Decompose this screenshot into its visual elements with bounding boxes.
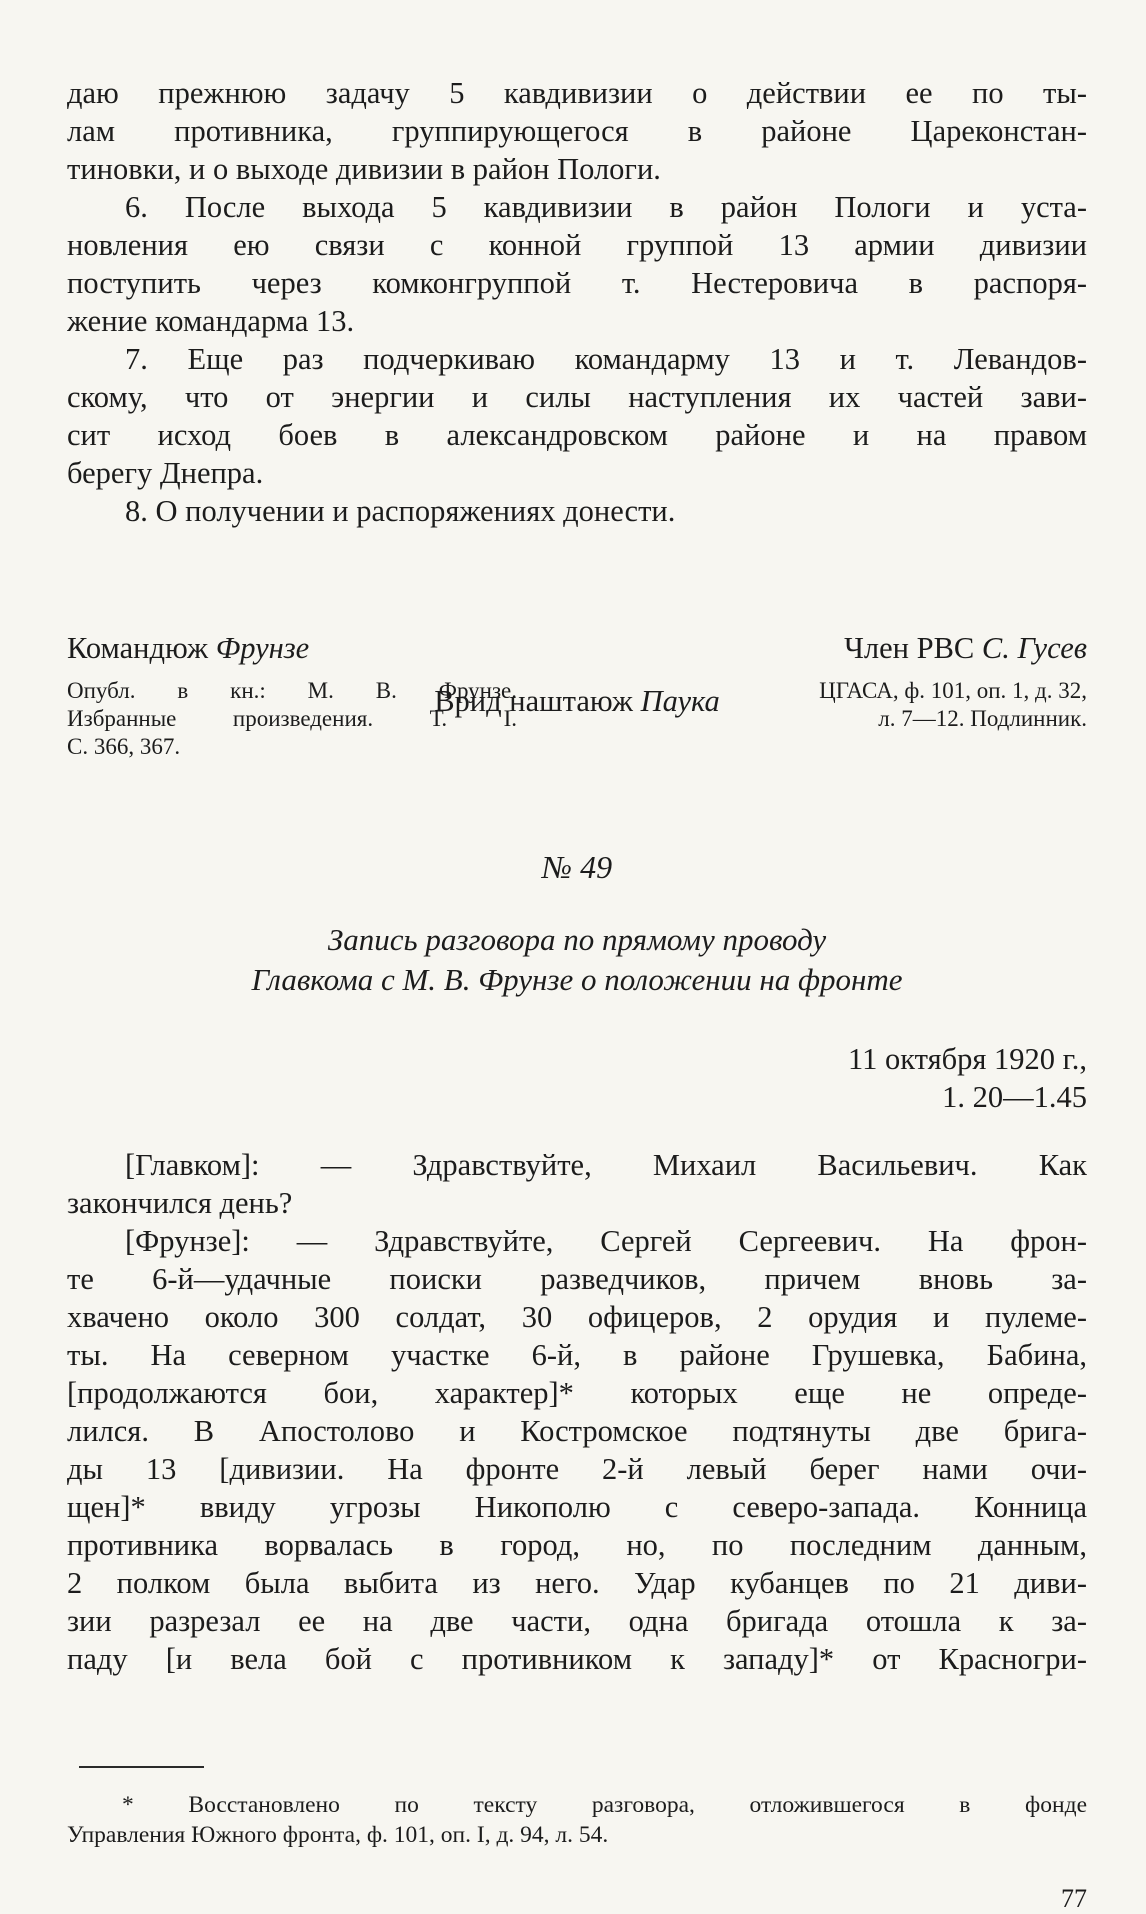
text-line: щен]* ввиду угрозы Никополю с северо-запада. Конница: [67, 1490, 1087, 1524]
text-line: лам противника, группирующегося в районе Цареконстан-: [67, 114, 1087, 148]
page-number: 77: [1061, 1884, 1087, 1913]
document-number: № 49: [541, 849, 613, 885]
signature-rvs-member: Член РВС С. Гусев: [844, 631, 1087, 665]
archive-source: ЦГАСА, ф. 101, оп. 1, д. 32, л. 7—12. Подлинник.: [819, 678, 1087, 731]
text-line: жение командарма 13.: [67, 304, 355, 338]
text-line: [продолжаются бои, характер]* которых еще не опреде-: [67, 1376, 1087, 1410]
text-line: даю прежнюю задачу 5 кавдивизии о действии ее по ты-: [67, 76, 1087, 110]
text-line: хвачено около 300 солдат, 30 офицеров, 2 орудия и пулеме-: [67, 1300, 1087, 1334]
text-line: 6. После выхода 5 кавдивизии в район Пологи и уста-: [125, 190, 1087, 224]
text-line: тиновки, и о выходе дивизии в район Пологи.: [67, 152, 661, 186]
text-line: противника ворвалась в город, но, по последним данным,: [67, 1528, 1087, 1562]
text-line: зии разрезал ее на две части, одна бригада отошла к за-: [67, 1604, 1087, 1638]
text-line: 8. О получении и распоряжениях донести.: [125, 494, 676, 528]
text-line: 2 полком была выбита из него. Удар кубанцев по 21 диви-: [67, 1566, 1087, 1600]
order-text-block: [67, 74, 1087, 530]
text-line: берегу Днепра.: [67, 456, 264, 490]
text-line: паду [и вела бой с противником к западу]* от Красногри-: [67, 1642, 1087, 1676]
signature-commander: Командюж Фрунзе: [67, 631, 310, 665]
conversation-text-block: [67, 1146, 1087, 1678]
text-line: [Главком]: — Здравствуйте, Михаил Васильевич. Как: [125, 1148, 1087, 1182]
text-line: скому, что от энергии и силы наступления их частей зави-: [67, 380, 1087, 414]
text-line: 7. Еще раз подчеркиваю командарму 13 и т. Левандов-: [125, 342, 1087, 376]
signature-chief-of-staff: Врид наштаюж Паука: [434, 684, 720, 718]
text-line: ты. На северном участке 6-й, в районе Грушевка, Бабина,: [67, 1338, 1087, 1372]
text-line: ды 13 [дивизии. На фронте 2-й левый берег нами очи-: [67, 1452, 1087, 1486]
footnote: * Восстановлено по тексту разговора, отложившегося в фонде Управления Южного фронта, ф. 101, оп. I, д. 94, л. 54.: [67, 1792, 1087, 1848]
text-line: [Фрунзе]: — Здравствуйте, Сергей Сергеевич. На фрон-: [125, 1224, 1087, 1258]
text-line: лился. В Апостолово и Костромское подтянуты две брига-: [67, 1414, 1087, 1448]
text-line: закончился день?: [67, 1186, 293, 1220]
document-date: 11 октября 1920 г., 1. 20—1.45: [848, 1042, 1087, 1114]
document-title: Запись разговора по прямому проводу Главкома с М. В. Фрунзе о положении на фронте: [251, 922, 903, 997]
text-line: те 6-й—удачные поиски разведчиков, причем вновь за-: [67, 1262, 1087, 1296]
footnote-divider: [79, 1766, 204, 1768]
publication-source: Опубл. в кн.: М. В. Фрунзе. Избранные произведения. Т. I. С. 366, 367.: [67, 678, 517, 759]
text-line: новления ею связи с конной группой 13 армии дивизии: [67, 228, 1087, 262]
text-line: поступить через комконгруппой т. Нестеровича в распоря-: [67, 266, 1087, 300]
text-line: сит исход боев в александровском районе и на правом: [67, 418, 1087, 452]
